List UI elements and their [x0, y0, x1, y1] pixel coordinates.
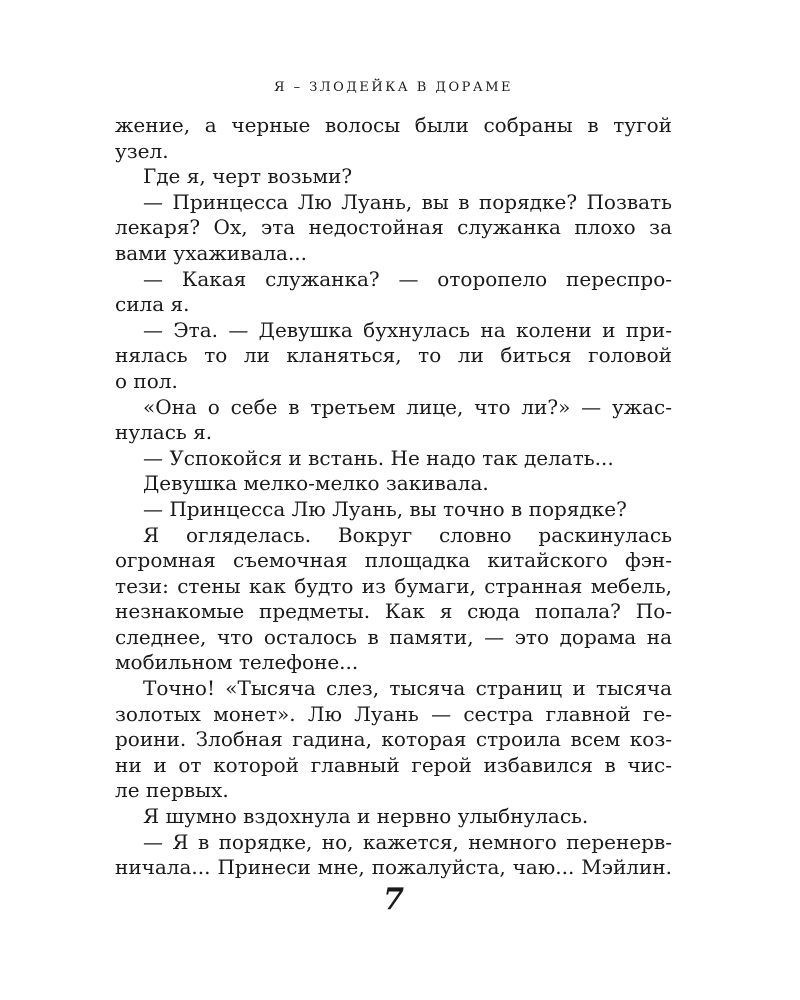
text-line: ни и от которой главный герой избавился в чис-	[115, 752, 672, 777]
text-line: — Какая служанка? — оторопело переспро-	[143, 266, 672, 291]
text-line: следнее, что осталось в памяти, — это дорама на	[115, 624, 672, 649]
text-line: о пол.	[115, 368, 178, 393]
running-header: Я – ЗЛОДЕЙКА В ДОРАМЕ	[273, 80, 514, 95]
text-line: — Принцесса Лю Луань, вы точно в порядке?	[143, 496, 627, 521]
body-text	[115, 113, 672, 881]
text-line: нулась я.	[115, 420, 213, 445]
text-line: золотых монет». Лю Луань — сестра главной ге-	[115, 701, 672, 726]
text-line: роини. Злобная гадина, которая строила всем коз-	[115, 727, 672, 752]
text-line: «Она о себе в третьем лице, что ли?» — ужас-	[143, 394, 672, 419]
text-line: — Успокойся и встань. Не надо так делать...	[143, 445, 614, 470]
text-line: Девушка мелко-мелко закивала.	[143, 471, 489, 496]
text-line: ле первых.	[115, 778, 229, 803]
page-number: 7	[383, 882, 404, 917]
text-line: лекаря? Ох, эта недостойная служанка плохо за	[115, 215, 672, 240]
text-line: — Я в порядке, но, кажется, немного перенерв-	[143, 829, 672, 854]
text-line: мобильном телефоне...	[115, 650, 359, 675]
text-line: вами ухаживала...	[115, 240, 308, 265]
text-line: огромная съемочная площадка китайского фэн-	[115, 548, 672, 573]
book-page	[115, 0, 672, 1000]
text-line: — Эта. — Девушка бухнулась на колени и при-	[143, 317, 672, 342]
text-line: Я шумно вздохнула и нервно улыбнулась.	[143, 804, 589, 829]
text-line: сила я.	[115, 292, 190, 317]
text-line: Я огляделась. Вокруг словно раскинулась	[143, 522, 672, 547]
text-line: узел.	[115, 138, 169, 163]
text-line: незнакомые предметы. Как я сюда попала? По-	[115, 599, 672, 624]
text-line: ничала... Принеси мне, пожалуйста, чаю... Мэйлин.	[115, 855, 672, 880]
text-line: тези: стены как будто из бумаги, странная мебель,	[115, 573, 672, 598]
text-line: нялась то ли кланяться, то ли биться головой	[115, 343, 672, 368]
text-line: — Принцесса Лю Луань, вы в порядке? Позвать	[143, 189, 672, 214]
text-line: жение, а черные волосы были собраны в тугой	[115, 113, 672, 137]
text-line: Точно! «Тысяча слез, тысяча страниц и тысяча	[143, 676, 672, 701]
text-line: Где я, черт возьми?	[143, 164, 353, 189]
